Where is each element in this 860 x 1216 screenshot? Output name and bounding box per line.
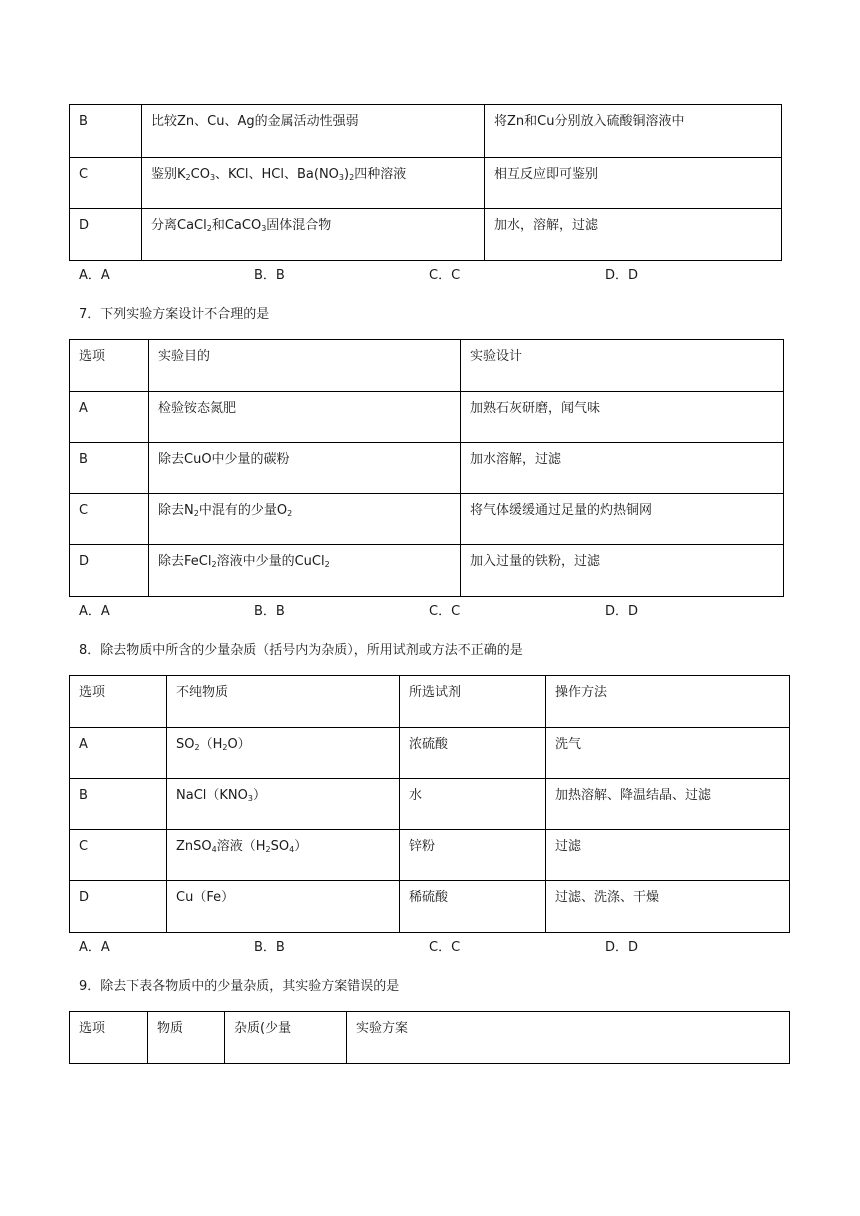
table-row xyxy=(70,830,790,881)
header-cell: 实验设计 xyxy=(461,340,784,392)
option-b[interactable]: B．B xyxy=(254,940,285,955)
substance-cell: $NaCl(KNO_3)$ xyxy=(167,779,400,830)
goal-cell: 分离CaCl$_2$和CaCO$_3$固体混合物 xyxy=(142,209,485,261)
goal-cell: 比较Zn、Cu、Ag的金属活动性强弱 xyxy=(142,105,485,158)
table-header-row xyxy=(70,676,790,728)
table-row xyxy=(70,728,790,779)
reagent-cell: 浓硫酸 xyxy=(400,728,546,779)
goal-cell: 除去FeCl$_2$溶液中少量的CuCl$_2$ xyxy=(149,545,461,597)
option-d[interactable]: D．D xyxy=(605,604,639,619)
header-cell: 所选试剂 xyxy=(400,676,546,728)
option-cell: C xyxy=(70,494,149,545)
header-cell: 选项 xyxy=(70,1012,148,1064)
q8-stem: 8．除去物质中所含的少量杂质（括号内为杂质），所用试剂或方法不正确的是 xyxy=(79,643,523,658)
q9-table xyxy=(69,1011,790,1064)
header-cell: 操作方法 xyxy=(546,676,790,728)
option-cell: D xyxy=(70,545,149,597)
table-row xyxy=(70,209,782,261)
table-row xyxy=(70,779,790,830)
table-row xyxy=(70,392,784,443)
design-cell: 加熟石灰研磨，闻气味 xyxy=(461,392,784,443)
reagent-cell: 稀硫酸 xyxy=(400,881,546,933)
header-cell: 实验方案 xyxy=(347,1012,790,1064)
header-cell: 不纯物质 xyxy=(167,676,400,728)
table-row xyxy=(70,158,782,209)
header-cell: 实验目的 xyxy=(149,340,461,392)
option-cell: B xyxy=(70,443,149,494)
method-cell: 过滤、洗涤、干燥 xyxy=(546,881,790,933)
design-cell: 加入过量的铁粉，过滤 xyxy=(461,545,784,597)
table-row xyxy=(70,494,784,545)
option-cell: C xyxy=(70,158,142,209)
goal-cell: 鉴别$K_2CO_3$、KCl、HCl、$Ba(NO_3)_2$四种溶液 xyxy=(142,158,485,209)
design-cell: 将Zn和Cu分别放入硫酸铜溶液中 xyxy=(485,105,782,158)
option-cell: B xyxy=(70,779,167,830)
table-row xyxy=(70,881,790,933)
option-c[interactable]: C．C xyxy=(429,268,461,283)
method-cell: 过滤 xyxy=(546,830,790,881)
q9-stem: 9．除去下表各物质中的少量杂质，其实验方案错误的是 xyxy=(79,979,400,994)
design-cell: 相互反应即可鉴别 xyxy=(485,158,782,209)
table-row xyxy=(70,545,784,597)
q8-table xyxy=(69,675,790,933)
table-row xyxy=(70,105,782,158)
header-cell: 物质 xyxy=(148,1012,225,1064)
option-d[interactable]: D．D xyxy=(605,940,639,955)
q6-table xyxy=(69,104,782,261)
design-cell: 加水溶解，过滤 xyxy=(461,443,784,494)
option-cell: D xyxy=(70,881,167,933)
table-header-row xyxy=(70,340,784,392)
method-cell: 加热溶解、降温结晶、过滤 xyxy=(546,779,790,830)
reagent-cell: 水 xyxy=(400,779,546,830)
substance-cell: $SO_2(H_2O)$ xyxy=(167,728,400,779)
table-row xyxy=(70,443,784,494)
q7-table xyxy=(69,339,784,597)
header-cell: 选项 xyxy=(70,340,149,392)
option-cell: A xyxy=(70,392,149,443)
reagent-cell: 锌粉 xyxy=(400,830,546,881)
goal-cell: 除去$N_2$中混有的少量$O_2$ xyxy=(149,494,461,545)
header-cell: 杂质(少量 xyxy=(225,1012,347,1064)
option-cell: C xyxy=(70,830,167,881)
substance-cell: Cu（Fe） xyxy=(167,881,400,933)
option-a[interactable]: A．A xyxy=(79,604,110,619)
option-c[interactable]: C．C xyxy=(429,604,461,619)
table-header-row xyxy=(70,1012,790,1064)
goal-cell: 除去CuO中少量的碳粉 xyxy=(149,443,461,494)
goal-cell: 检验铵态氮肥 xyxy=(149,392,461,443)
q7-stem: 7．下列实验方案设计不合理的是 xyxy=(79,307,270,322)
option-d[interactable]: D．D xyxy=(605,268,639,283)
option-cell: D xyxy=(70,209,142,261)
design-cell: 将气体缓缓通过足量的灼热铜网 xyxy=(461,494,784,545)
option-a[interactable]: A．A xyxy=(79,940,110,955)
option-b[interactable]: B．B xyxy=(254,604,285,619)
method-cell: 洗气 xyxy=(546,728,790,779)
header-cell: 选项 xyxy=(70,676,167,728)
substance-cell: ZnSO$_4$溶液$(H_2SO_4)$ xyxy=(167,830,400,881)
option-b[interactable]: B．B xyxy=(254,268,285,283)
option-cell: B xyxy=(70,105,142,158)
option-c[interactable]: C．C xyxy=(429,940,461,955)
option-a[interactable]: A．A xyxy=(79,268,110,283)
design-cell: 加水，溶解，过滤 xyxy=(485,209,782,261)
option-cell: A xyxy=(70,728,167,779)
